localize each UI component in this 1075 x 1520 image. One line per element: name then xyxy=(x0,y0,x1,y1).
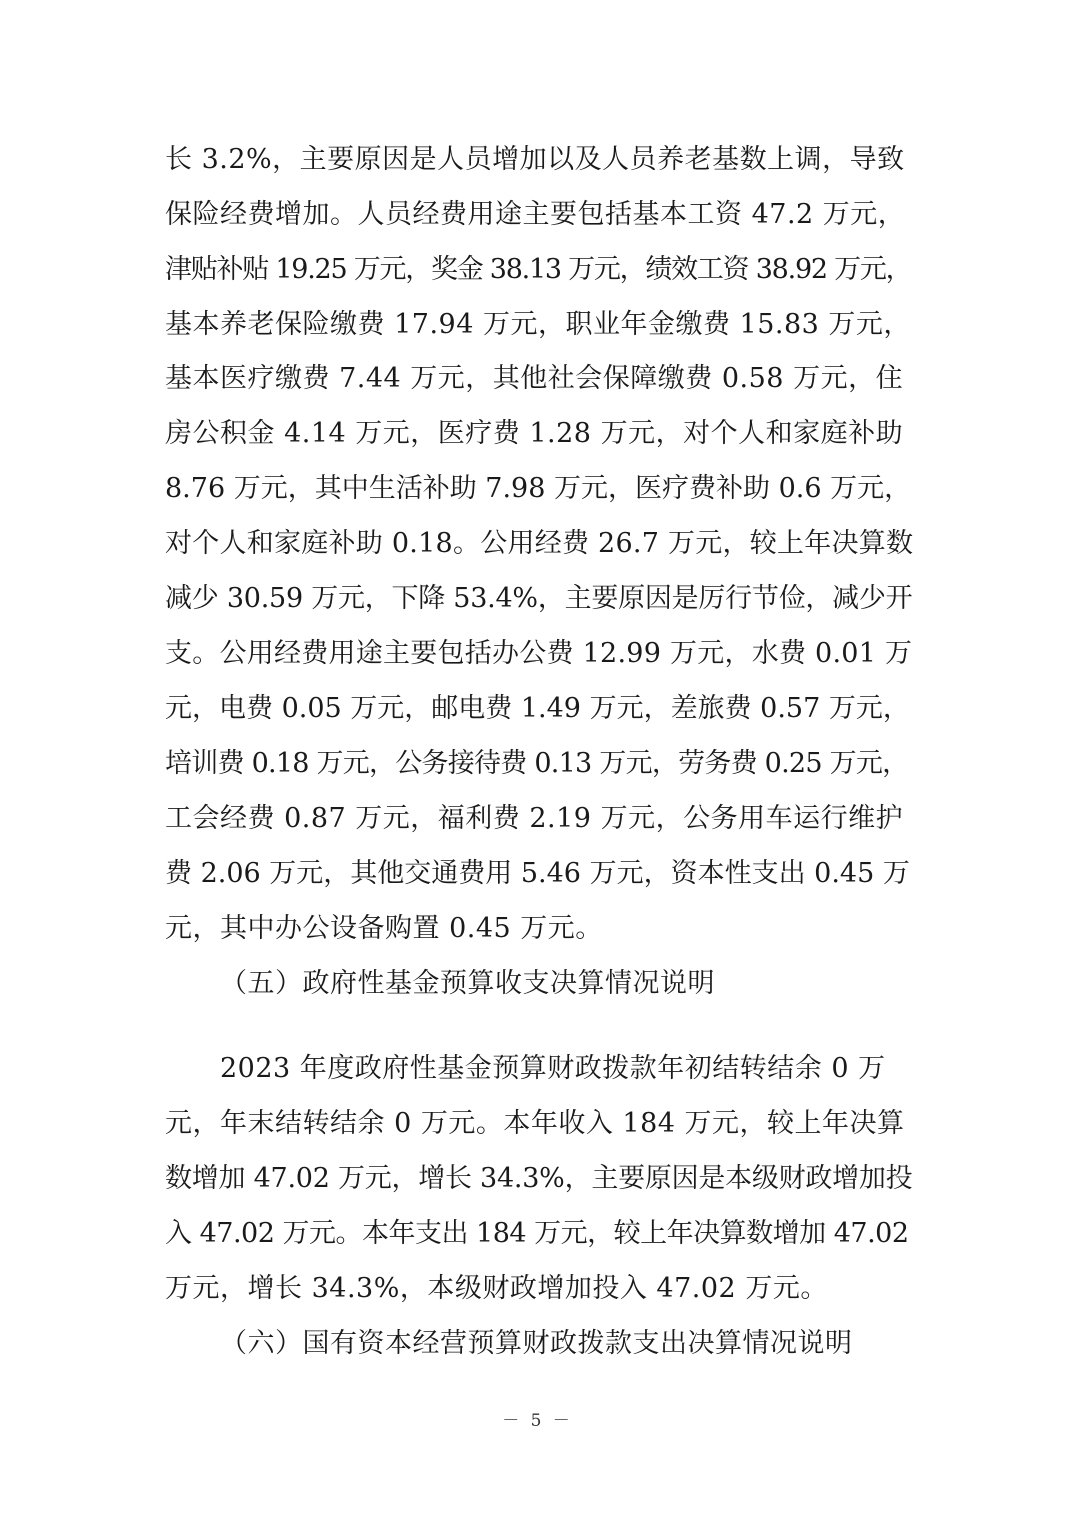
body-text-line: 元，年末结转结余 0 万元。本年收入 184 万元，较上年决算 xyxy=(165,1108,905,1139)
body-text-line: 保险经费增加。人员经费用途主要包括基本工资 47.2 万元， xyxy=(165,199,906,230)
section-heading: （六）国有资本经营预算财政拨款支出决算情况说明 xyxy=(220,1328,853,1359)
body-text-line: 费 2.06 万元，其他交通费用 5.46 万元，资本性支出 0.45 万 xyxy=(165,858,910,889)
body-text-line: 万元，增长 34.3%，本级财政增加投入 47.02 万元。 xyxy=(165,1273,828,1304)
body-text-line: 长 3.2%，主要原因是人员增加以及人员养老基数上调，导致 xyxy=(165,144,905,175)
body-text-line: 元，电费 0.05 万元，邮电费 1.49 万元，差旅费 0.57 万元， xyxy=(165,693,910,724)
body-text-line: 2023 年度政府性基金预算财政拨款年初结转结余 0 万 xyxy=(220,1053,886,1084)
section-heading: （五）政府性基金预算收支决算情况说明 xyxy=(220,968,715,999)
body-text-line: 培训费 0.18 万元，公务接待费 0.13 万元，劳务费 0.25 万元， xyxy=(165,748,909,779)
page-number: － 5 － xyxy=(502,1411,573,1431)
body-text-line: 工会经费 0.87 万元，福利费 2.19 万元，公务用车运行维护 xyxy=(165,803,904,834)
body-text-line: 数增加 47.02 万元，增长 34.3%，主要原因是本级财政增加投 xyxy=(165,1163,913,1194)
body-text-line: 对个人和家庭补助 0.18。公用经费 26.7 万元，较上年决算数 xyxy=(165,528,914,559)
body-text-line: 入 47.02 万元。本年支出 184 万元，较上年决算数增加 47.02 xyxy=(165,1218,909,1249)
body-text-line: 减少 30.59 万元，下降 53.4%，主要原因是厉行节俭，减少开 xyxy=(165,583,913,614)
body-text-line: 津贴补贴 19.25 万元，奖金 38.13 万元，绩效工资 38.92 万元， xyxy=(165,254,912,285)
body-text-line: 8.76 万元，其中生活补助 7.98 万元，医疗费补助 0.6 万元， xyxy=(165,473,912,504)
body-text-line: 基本医疗缴费 7.44 万元，其他社会保障缴费 0.58 万元，住 xyxy=(165,363,904,394)
body-text-line: 房公积金 4.14 万元，医疗费 1.28 万元，对个人和家庭补助 xyxy=(165,418,904,449)
body-text-line: 支。公用经费用途主要包括办公费 12.99 万元，水费 0.01 万 xyxy=(165,638,913,669)
body-text-line: 元，其中办公设备购置 0.45 万元。 xyxy=(165,913,603,944)
body-text-line: 基本养老保险缴费 17.94 万元，职业年金缴费 15.83 万元， xyxy=(165,309,911,340)
